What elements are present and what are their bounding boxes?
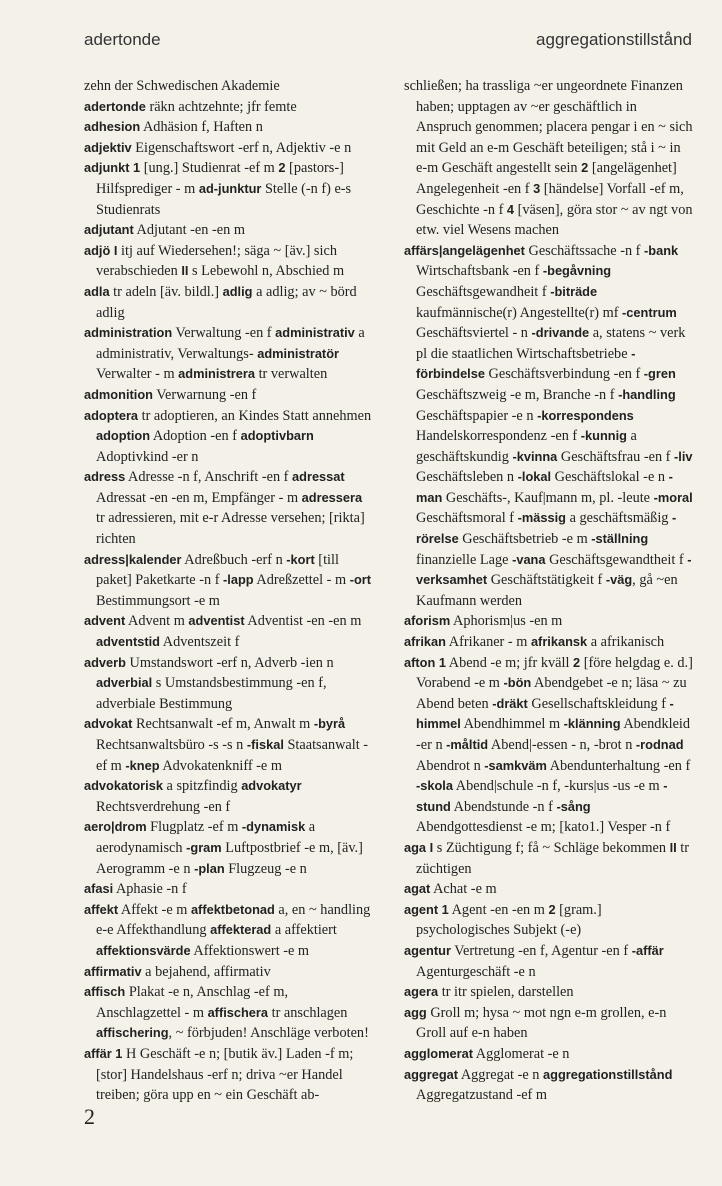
entry-text: Adjutant -en -en m: [133, 222, 245, 239]
entry-text: Geschäftssache -n f: [524, 242, 645, 259]
dictionary-entry: [84, 282, 374, 323]
dictionary-entry: [84, 97, 374, 118]
headword: adressat: [292, 469, 345, 485]
headword: -stund: [416, 778, 668, 814]
entry-text: Verwalter - m: [96, 366, 179, 383]
entry-text: tr verwalten: [255, 366, 328, 383]
headword: aggregat: [404, 1066, 459, 1082]
headword: agat: [404, 881, 431, 897]
dictionary-entry: [84, 611, 374, 652]
entry-text: Adhäsion f, Haften n: [140, 119, 263, 136]
headword: affärs|angelägenhet: [404, 242, 525, 258]
entry-text: s Lebewohl n, Abschied m: [188, 263, 345, 280]
dictionary-entry: [84, 241, 374, 282]
headword: II: [669, 839, 677, 855]
headword: advokatorisk: [84, 778, 163, 794]
headword: aga I: [404, 839, 434, 855]
headword: -måltid: [446, 737, 489, 752]
dictionary-entry: [404, 838, 694, 879]
entry-text: Verwarnung -en f: [152, 386, 257, 403]
entry-text: Abendgottesdienst -e m; [kato1.] Vesper -n f: [416, 819, 671, 836]
dictionary-entry: [84, 76, 374, 97]
entry-text: Affekt -e m: [118, 901, 191, 918]
entry-text: Geschäftsgewandheit f: [416, 283, 551, 300]
entry-text: a geschäftskundig: [416, 428, 637, 465]
running-header: [84, 30, 692, 50]
dictionary-entry: [84, 220, 374, 241]
entry-text: [väsen], göra stor ~ av ngt von etw. viel Wesens machen: [416, 201, 693, 239]
headword: 2: [573, 654, 581, 670]
entry-text: Geschäftsbetrieb -e m: [458, 531, 592, 548]
headword: -gram: [186, 839, 222, 855]
headword: affisch: [84, 984, 126, 1000]
headword: -kort: [286, 551, 315, 567]
entry-text: kaufmännische(r) Angestellte(r) mf: [416, 304, 623, 321]
entry-text: Adoption -en f: [150, 428, 241, 445]
headword: adjutant: [84, 222, 134, 238]
headword: -gren: [643, 366, 676, 382]
entry-text: tr itr spielen, darstellen: [438, 984, 574, 1001]
entry-text: Geschäftstätigkeit f: [487, 572, 606, 589]
entry-text: Abendrot n: [416, 757, 485, 774]
dictionary-entry: [404, 982, 694, 1003]
headword: adverb: [84, 654, 126, 670]
entry-text: Achat -e m: [430, 881, 497, 898]
entry-text: räkn achtzehnte; jfr femte: [145, 98, 297, 115]
headword: administrera: [178, 366, 255, 382]
headword: afrikan: [404, 634, 446, 650]
entry-text: Rechtsanwaltsbüro -s -s n: [96, 737, 247, 753]
headword: adjunkt 1: [84, 160, 141, 176]
entry-text: Advokatenkniff -e m: [159, 757, 282, 774]
dictionary-entry: [404, 1044, 694, 1065]
dictionary-entry: [404, 1065, 694, 1106]
entry-text: , ~ förbjuden! Anschläge verboten!: [168, 1025, 369, 1042]
headword: -man: [416, 469, 673, 505]
dictionary-entry: [84, 1044, 374, 1106]
dictionary-entry: [84, 138, 374, 159]
headword: -begåvning: [542, 263, 612, 279]
headword: -lapp: [223, 572, 254, 588]
entry-text: Afrikaner - m: [445, 634, 531, 651]
headword: II: [181, 263, 189, 279]
headword: advokat: [84, 716, 133, 732]
entry-text: Abend -e m; jfr kväll: [445, 654, 574, 671]
entry-text: [ung.] Studienrat -ef m: [140, 160, 279, 177]
entry-text: Verwaltung -en f: [172, 325, 276, 342]
entry-text: Geschäftsverbindung -en f: [484, 366, 644, 383]
dictionary-entry: [84, 467, 374, 549]
entry-text: [angelägenhet] Angelegenheit -en f: [416, 160, 677, 197]
right-column: [404, 76, 694, 1106]
headword: adoptera: [84, 407, 139, 423]
headword: -biträde: [550, 283, 598, 299]
headword: adventstid: [96, 634, 160, 650]
headword: -kvinna: [512, 448, 558, 464]
entry-text: Gesellschaftskleidung f: [527, 695, 670, 712]
entry-text: a adlig; av ~ börd adlig: [96, 283, 357, 321]
headword: afton 1: [404, 654, 446, 670]
entry-text: Geschäftsgewandtheit f: [545, 551, 688, 568]
headword: admonition: [84, 386, 153, 402]
headword: 2: [278, 160, 286, 176]
headword: adjektiv: [84, 139, 132, 155]
entry-text: Wirtschaftsbank -en f: [416, 263, 543, 280]
entry-text: Aphorism|us -en m: [450, 613, 563, 630]
headword: adventist: [188, 613, 245, 629]
entry-text: Geschäftsleben n: [416, 469, 518, 486]
entry-text: Flugplatz -ef m: [146, 819, 242, 836]
page-number: 2: [84, 1104, 95, 1129]
headword: adertonde: [84, 98, 146, 114]
dictionary-entry: [404, 941, 694, 982]
headword: aforism: [404, 613, 451, 629]
entry-text: Eigenschaftswort -erf n, Adjektiv -e n: [131, 139, 352, 156]
entry-text: , gå ~en Kaufmann werden: [416, 572, 678, 609]
entry-text: Abend|schule -n f, -kurs|us -us -e m: [453, 778, 664, 795]
entry-text: [händelse] Vorfall -ef m, Geschichte -n f: [416, 180, 684, 218]
entry-text: Adreßzettel - m: [253, 572, 350, 589]
entry-text: [gram.] psychologisches Subjekt (-e): [416, 901, 602, 939]
dictionary-entry: [404, 241, 694, 612]
entry-text: Abend|-essen - n, -brot n: [488, 737, 636, 753]
headword: -kunnig: [580, 428, 627, 444]
dictionary-entry: [84, 385, 374, 406]
dictionary-entry: [404, 900, 694, 941]
headword: -rörelse: [416, 510, 677, 547]
headword: agentur: [404, 942, 451, 958]
entry-text: Geschäfts-, Kauf|mann m, pl. -leute: [442, 489, 654, 506]
entry-text: Flugzeug -e n: [224, 860, 307, 877]
headword: affischera: [207, 1004, 269, 1020]
headword: aero|drom: [84, 819, 147, 835]
headword: adla: [84, 283, 110, 299]
headword: -dräkt: [492, 695, 528, 711]
header-left-guideword: adertonde: [84, 30, 161, 49]
headword: 2: [548, 901, 556, 917]
headword: agent 1: [404, 901, 449, 917]
headword: -samkväm: [484, 757, 547, 773]
entry-text: Aggregatzustand -ef m: [416, 1087, 548, 1104]
entry-text: Affektionswert -e m: [190, 942, 310, 959]
headword: adressera: [301, 489, 363, 505]
entry-text: Aphasie -n f: [113, 881, 187, 898]
headword: afrikansk: [530, 634, 588, 650]
headword: -centrum: [622, 304, 677, 320]
entry-text: Abendstunde -n f: [450, 798, 557, 815]
dictionary-entry: [84, 817, 374, 879]
entry-text: Umstandswort -erf n, Adverb -ien n: [125, 654, 334, 671]
entry-text: Plakat -e n, Anschlag -ef m, Anschlagzettel - m: [96, 984, 289, 1021]
entry-text: a, statens ~ verk pl die staatlichen Wirtschaftsbetriebe: [416, 325, 686, 362]
headword: adlig: [222, 283, 253, 299]
entry-text: [före helgdag e. d.] Vorabend -e m: [416, 654, 693, 692]
dictionary-entry: [84, 117, 374, 138]
headword: affektbetonad: [190, 901, 275, 917]
entry-text: Luftpostbrief -e m, [äv.] Aerogramm -e n: [96, 839, 363, 877]
headword: -moral: [653, 489, 693, 505]
entry-text: tr adeln [äv. bildl.]: [109, 283, 223, 300]
headword: -sång: [556, 798, 591, 814]
headword: -byrå: [313, 716, 346, 732]
headword: -verksamhet: [416, 551, 692, 588]
entry-text: finanzielle Lage: [416, 551, 513, 568]
entry-text: a bejahend, affirmativ: [141, 963, 271, 980]
headword: administration: [84, 325, 173, 341]
dictionary-entry: [84, 653, 374, 715]
entry-text: Adressat -en -en m, Empfänger - m: [96, 489, 302, 506]
entry-text: Agent -en -en m: [448, 901, 549, 918]
entry-text: Abendhimmel m: [460, 716, 564, 733]
headword: -himmel: [416, 695, 674, 732]
entry-text: tr adressieren, mit e-r Adresse versehen; [rikta] richten: [96, 510, 365, 548]
entry-text: Adventist -en -en m: [244, 613, 362, 630]
entry-text: Agenturgeschäft -e n: [416, 963, 536, 980]
headword: 4: [506, 201, 515, 217]
headword: adhesion: [84, 119, 141, 135]
entry-text: a affektiert: [271, 922, 337, 939]
dictionary-entry: [404, 879, 694, 900]
headword: 3: [533, 180, 541, 196]
headword: -korrespondens: [537, 407, 634, 423]
dictionary-entry: [84, 900, 374, 962]
headword: afasi: [84, 881, 114, 897]
entry-text: schließen; ha trassliga ~er ungeordnete Finanzen haben; upptagen av ~er geschäftlich in Anspruch genommen; placera pengar i en ~ sich mit Geld an e-m Geschäft beteiligen; stå i ~ in e-m Geschäft angestellt sein: [404, 78, 693, 177]
headword: affirmativ: [84, 963, 142, 979]
entry-text: H Geschäft -e n; [butik äv.] Laden -f m; [stor] Handelshaus -erf n; driva ~er Handel treiben; göra upp en ~ ein Geschäft ab-: [96, 1045, 354, 1104]
entry-text: Rechtsverdrehung -en f: [96, 798, 231, 815]
headword: -skola: [416, 778, 453, 794]
headword: -plan: [194, 860, 225, 876]
dictionary-entry: [84, 776, 374, 817]
entry-text: a spitzfindig: [162, 778, 242, 795]
entry-text: [till paket] Paketkarte -n f: [96, 551, 339, 589]
entry-text: Geschäftslokal -e n: [551, 469, 669, 486]
dictionary-entry: [84, 714, 374, 776]
headword: -drivande: [531, 325, 590, 341]
headword: -ställning: [591, 531, 649, 547]
headword: adjö I: [84, 242, 118, 258]
entry-text: Geschäftszweig -e m, Branche -n f: [416, 386, 619, 403]
dictionary-entry: [404, 611, 694, 632]
headword: -fiskal: [246, 737, 284, 752]
entry-text: Abendunterhaltung -en f: [546, 757, 691, 774]
headword: -rodnad: [635, 737, 684, 752]
headword: adverbial: [96, 675, 153, 691]
headword: adress|kalender: [84, 551, 182, 567]
dictionary-entry: [84, 406, 374, 468]
entry-text: a aerodynamisch: [96, 819, 316, 856]
left-column: [84, 76, 374, 1106]
entry-text: Stelle (-n f) e-s Studienrats: [96, 180, 352, 218]
entry-text: s Züchtigung f; få ~ Schläge bekommen: [433, 839, 670, 856]
headword: -ort: [349, 572, 372, 588]
headword: administrativ: [275, 325, 355, 341]
headword: administratör: [257, 345, 339, 361]
dictionary-entry: [84, 323, 374, 385]
headword: affekterad: [210, 922, 272, 938]
headword: affekt: [84, 901, 119, 917]
entry-text: itj auf Wiedersehen!; säga ~ [äv.] sich verabschieden: [96, 242, 337, 280]
headword: agg: [404, 1004, 427, 1020]
headword: adress: [84, 469, 126, 485]
entry-text: Bestimmungsort -e m: [96, 592, 220, 609]
dictionary-entry: [84, 982, 374, 1044]
entry-text: tr züchtigen: [416, 839, 690, 877]
entry-text: Groll m; hysa ~ mot ngn e-m grollen, e-n Groll auf e-n haben: [416, 1004, 667, 1042]
headword: -handling: [618, 386, 676, 402]
entry-text: Geschäftsmoral f: [416, 510, 518, 527]
entry-text: Adresse -n f, Anschrift -en f: [125, 469, 293, 486]
headword: -väg: [605, 572, 633, 588]
entry-text: s Umstandsbestimmung -en f, adverbiale Bestimmung: [96, 675, 327, 712]
entry-text: a administrativ, Verwaltungs-: [96, 325, 365, 362]
entry-text: Vertretung -en f, Agentur -en f: [450, 942, 632, 959]
entry-text: Abendgebet -e n; läsa ~ zu Abend beten: [416, 675, 687, 712]
dictionary-entry: [404, 76, 694, 241]
headword: 2: [581, 160, 589, 176]
entry-text: [pastors-] Hilfsprediger - m: [96, 160, 344, 197]
entry-text: a afrikanisch: [587, 634, 665, 651]
entry-text: Adreßbuch -erf n: [181, 551, 287, 568]
headword: -bön: [503, 675, 532, 691]
headword: -knep: [125, 757, 160, 773]
dictionary-entry: [404, 653, 694, 838]
entry-text: a geschäftsmäßig: [566, 510, 673, 527]
entry-text: Abendkleid -er n: [416, 716, 691, 753]
headword: advent: [84, 613, 126, 629]
dictionary-entry: [404, 632, 694, 653]
headword: affischering: [96, 1025, 169, 1041]
entry-text: a, en ~ handling e-e Affekthandlung: [96, 901, 371, 939]
dictionary-entry: [84, 879, 374, 900]
dictionary-entry: [84, 962, 374, 983]
headword: affektionsvärde: [96, 942, 191, 958]
headword: -bank: [644, 242, 679, 258]
headword: ad-junktur: [198, 180, 262, 196]
headword: adoption: [96, 428, 151, 444]
headword: -mässig: [517, 510, 567, 526]
entry-text: Advent m: [125, 613, 189, 630]
entry-text: Rechtsanwalt -ef m, Anwalt m: [132, 716, 314, 733]
dictionary-entry: [84, 158, 374, 220]
entry-text: Handelskorrespondenz -en f: [416, 428, 581, 445]
headword: affär 1: [84, 1045, 123, 1061]
entry-text: Geschäftspapier -e n: [416, 407, 538, 424]
entry-text: tr adoptieren, an Kindes Statt annehmen: [138, 407, 372, 424]
entry-text: Staatsanwalt -ef m: [96, 737, 369, 774]
dictionary-entry: [404, 1003, 694, 1044]
headword: adoptivbarn: [240, 428, 314, 444]
headword: -dynamisk: [241, 819, 306, 835]
headword: agera: [404, 984, 439, 1000]
headword: -lokal: [517, 469, 552, 485]
entry-text: Adoptivkind -er n: [96, 448, 199, 465]
entry-text: Adventszeit f: [160, 634, 240, 651]
headword: advokatyr: [241, 778, 302, 794]
dictionary-entry: [84, 550, 374, 612]
entry-text: Geschäftsfrau -en f: [557, 448, 674, 465]
header-right-guideword: aggregationstillstånd: [536, 30, 692, 49]
headword: agglomerat: [404, 1045, 473, 1061]
headword: -affär: [631, 942, 664, 958]
headword: -klänning: [563, 716, 621, 732]
headword: -liv: [674, 448, 693, 464]
entry-text: zehn der Schwedischen Akademie: [84, 78, 280, 94]
entry-text: Agglomerat -e n: [472, 1045, 570, 1062]
headword: -förbindelse: [416, 345, 636, 382]
headword: aggregationstillstånd: [543, 1066, 673, 1082]
headword: -vana: [512, 551, 546, 567]
entry-text: Geschäftsviertel - n: [416, 325, 532, 342]
entry-text: tr anschlagen: [268, 1004, 348, 1021]
entry-text: Aggregat -e n: [458, 1066, 544, 1083]
